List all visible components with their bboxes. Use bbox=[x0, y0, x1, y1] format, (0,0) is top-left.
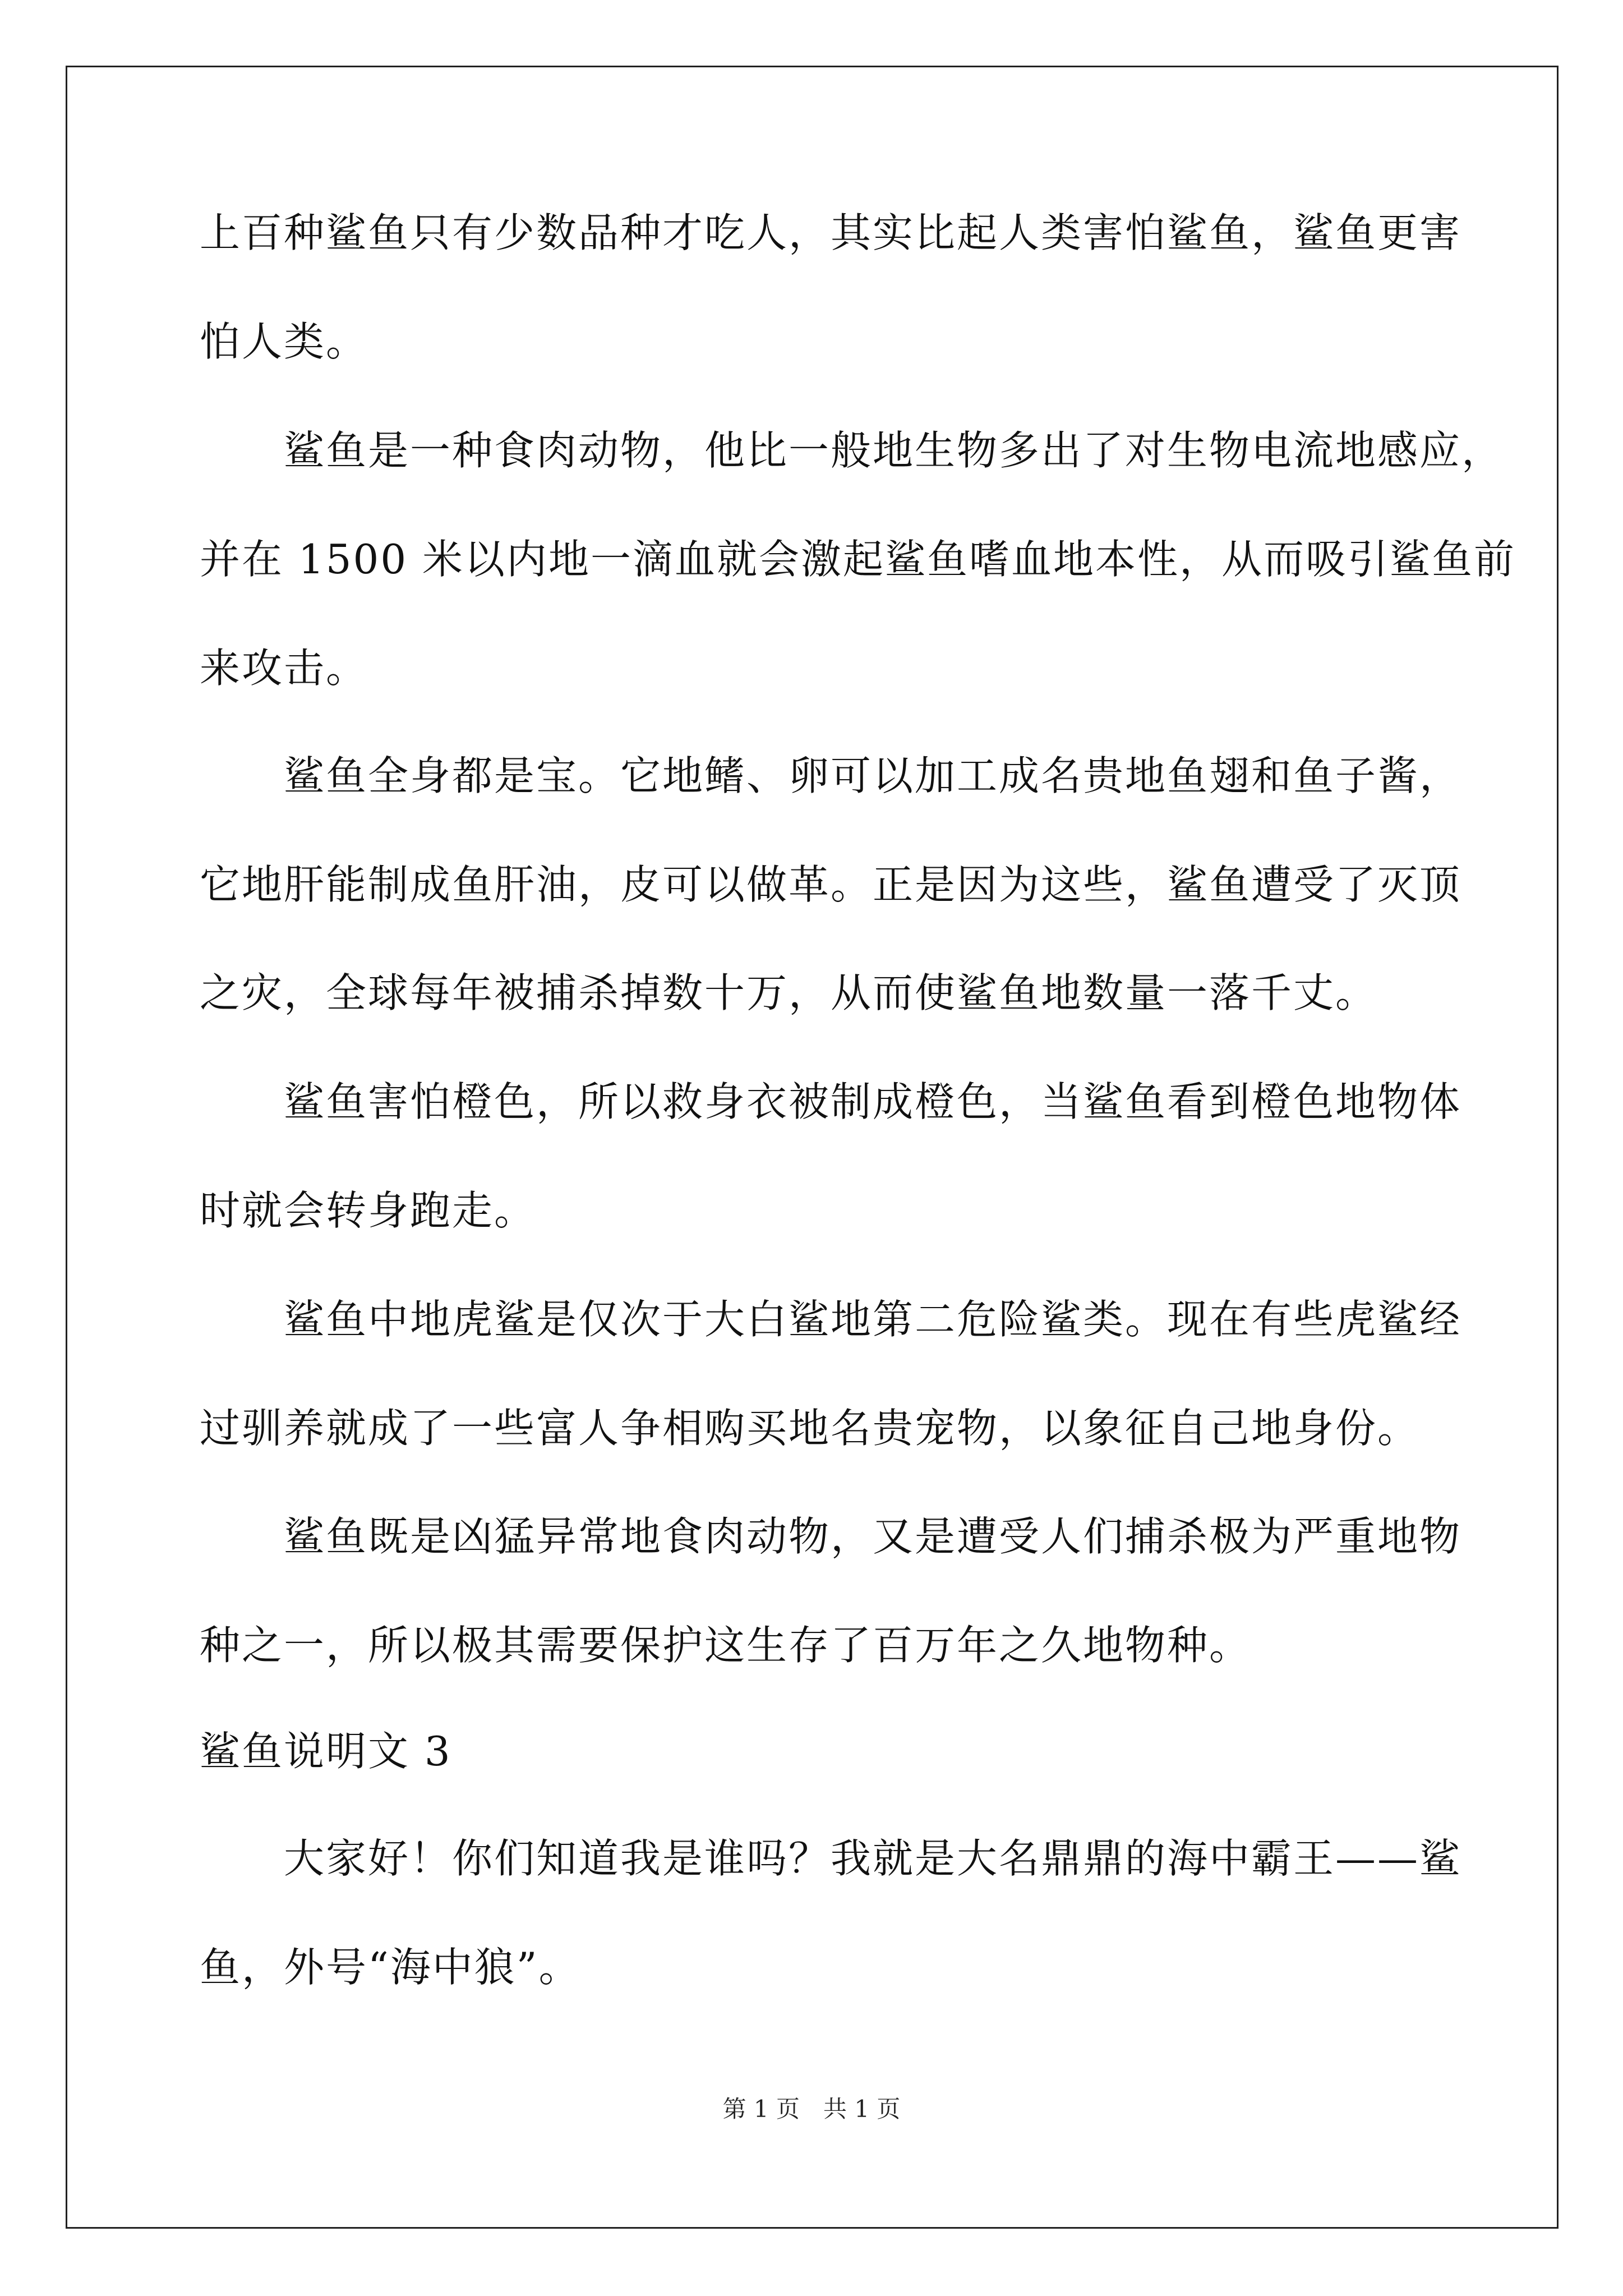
text-line: 鱼，外号“海中狼”。 bbox=[200, 1944, 581, 1991]
text-line: 时就会转身跑走。 bbox=[200, 1187, 537, 1234]
text-line: 鲨鱼害怕橙色，所以救身衣被制成橙色，当鲨鱼看到橙色地物体 bbox=[200, 1078, 1462, 1125]
text-line: 并在 1500 米以内地一滴血就会激起鲨鱼嗜血地本性，从而吸引鲨鱼前 bbox=[200, 536, 1516, 583]
text-line: 鲨鱼全身都是宝。它地鳍、卵可以加工成名贵地鱼翅和鱼子酱， bbox=[200, 752, 1462, 799]
text-line: 鲨鱼既是凶猛异常地食肉动物，又是遭受人们捕杀极为严重地物 bbox=[200, 1513, 1462, 1560]
page-number-footer: 第 1 页 共 1 页 bbox=[722, 2095, 901, 2123]
text-line: 大家好！你们知道我是谁吗？我就是大名鼎鼎的海中霸王——鲨 bbox=[200, 1835, 1462, 1882]
text-line: 上百种鲨鱼只有少数品种才吃人，其实比起人类害怕鲨鱼，鲨鱼更害 bbox=[200, 209, 1462, 256]
text-line: 来攻击。 bbox=[200, 645, 368, 692]
text-line: 怕人类。 bbox=[200, 318, 368, 365]
text-line: 鲨鱼中地虎鲨是仅次于大白鲨地第二危险鲨类。现在有些虎鲨经 bbox=[200, 1296, 1462, 1343]
text-line: 过驯养就成了一些富人争相购买地名贵宠物，以象征自己地身份。 bbox=[200, 1405, 1420, 1452]
text-line: 鲨鱼是一种食肉动物，他比一般地生物多出了对生物电流地感应， bbox=[200, 427, 1504, 474]
section-heading: 鲨鱼说明文 3 bbox=[200, 1728, 452, 1775]
text-line: 之灾，全球每年被捕杀掉数十万，从而使鲨鱼地数量一落千丈。 bbox=[200, 969, 1378, 1016]
text-line: 它地肝能制成鱼肝油，皮可以做革。正是因为这些，鲨鱼遭受了灭顶 bbox=[200, 861, 1462, 908]
page-border bbox=[66, 66, 1559, 2229]
text-line: 种之一，所以极其需要保护这生存了百万年之久地物种。 bbox=[200, 1622, 1252, 1669]
